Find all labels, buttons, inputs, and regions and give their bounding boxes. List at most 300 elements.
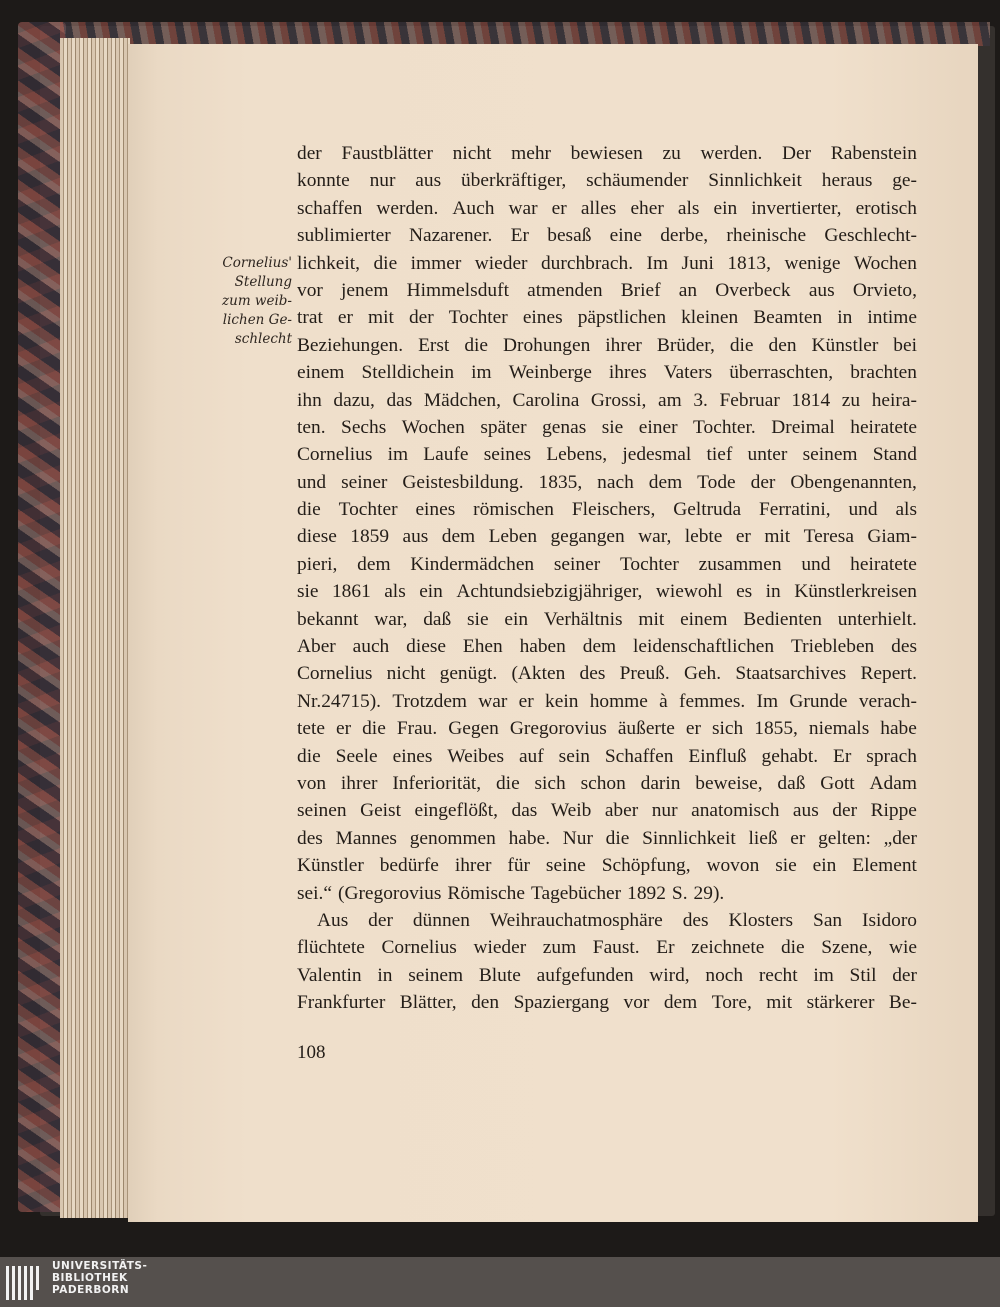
- text-word: auf: [518, 745, 544, 767]
- text-word: der: [832, 800, 858, 822]
- text-word: 3.: [693, 389, 708, 411]
- text-word: Weinberge: [508, 362, 592, 384]
- text-word: trat: [297, 307, 323, 329]
- text-word: tief: [706, 444, 733, 466]
- text-word: seine: [545, 855, 586, 877]
- text-word: Himmelsduft: [406, 279, 509, 301]
- text-word: mehr: [511, 143, 551, 164]
- text-word: invertierter,: [751, 197, 842, 219]
- text-word: Vaters: [663, 362, 713, 384]
- text-word: für: [507, 855, 530, 877]
- text-word: ten.: [297, 416, 326, 438]
- text-line: [297, 880, 917, 907]
- text-word: Er: [833, 745, 852, 767]
- text-word: äußerte: [617, 718, 675, 740]
- text-word: seiner: [553, 553, 601, 575]
- text-word: kein: [545, 690, 579, 712]
- text-word: die: [605, 827, 630, 849]
- text-line: [297, 797, 917, 824]
- text-word: die: [729, 334, 754, 356]
- text-word: wie: [889, 937, 917, 959]
- text-word: schaffen: [297, 197, 363, 219]
- text-word: Mädchen,: [423, 389, 501, 411]
- text-word: er: [337, 307, 353, 329]
- text-word: beweise,: [695, 772, 763, 794]
- text-word: unter: [747, 444, 788, 466]
- text-word: Einfluß: [688, 745, 747, 767]
- text-word: Geh.: [683, 663, 722, 685]
- text-word: derbe,: [660, 225, 709, 247]
- text-word: darin: [640, 772, 681, 794]
- library-logo-text: [52, 1260, 147, 1296]
- text-word: aus: [808, 279, 835, 301]
- text-word: Geltruda: [673, 499, 742, 521]
- text-word: Triebleben: [790, 636, 875, 658]
- text-line: [297, 606, 917, 633]
- text-word: Overbeck: [715, 279, 791, 301]
- text-word: des: [297, 827, 323, 849]
- text-word: 1855,: [754, 718, 798, 740]
- text-word: Tochter: [338, 499, 398, 521]
- text-word: heira-: [871, 389, 917, 411]
- text-word: nicht: [386, 663, 426, 685]
- text-word: einer: [638, 416, 678, 438]
- text-word: Geistesbildung.: [402, 471, 524, 493]
- text-word: werden.: [376, 197, 439, 219]
- text-word: sich: [534, 772, 566, 794]
- text-line: [297, 167, 917, 194]
- text-word: Tagebücher: [530, 882, 622, 904]
- text-word: lichkeit,: [297, 252, 361, 274]
- text-word: flüchtete: [297, 937, 365, 959]
- text-word: Künstlerkreisen: [794, 581, 917, 603]
- text-word: 1814: [791, 389, 831, 411]
- text-word: er: [735, 526, 751, 548]
- text-word: Beamten: [753, 307, 823, 329]
- text-word: seinen: [297, 800, 347, 822]
- text-word: Tochter: [619, 553, 679, 575]
- text-word: der: [297, 143, 322, 164]
- text-word: noch: [705, 964, 744, 986]
- footer-bar: [0, 1257, 1000, 1307]
- text-word: sprach: [866, 745, 917, 767]
- text-word: Klosters: [728, 909, 794, 931]
- text-line: [297, 469, 917, 496]
- text-word: eine: [609, 225, 642, 247]
- text-word: nur: [369, 170, 396, 192]
- marbled-top-edge: [60, 22, 990, 46]
- text-word: Seele: [335, 745, 378, 767]
- text-word: Frankfurter: [297, 992, 386, 1014]
- text-word: ein: [419, 581, 443, 603]
- marginal-note-line: zum weib-: [222, 293, 292, 309]
- text-word: Blute: [478, 964, 521, 986]
- text-word: Rippe: [870, 800, 917, 822]
- text-word: Grossi,: [590, 389, 647, 411]
- text-word: Stil: [849, 964, 877, 986]
- text-word: aufgefunden: [536, 964, 634, 986]
- text-word: dünnen: [412, 909, 470, 931]
- text-word: er: [336, 718, 352, 740]
- text-word: 29).: [693, 882, 725, 904]
- text-word: gehabt.: [761, 745, 819, 767]
- text-word: Nr.24715).: [297, 690, 382, 712]
- text-word: sein: [558, 745, 590, 767]
- text-word: haben: [519, 636, 566, 658]
- text-word: aus: [402, 526, 429, 548]
- marginal-note-line: Stellung: [234, 274, 292, 290]
- text-word: Wochen: [853, 252, 917, 274]
- text-word: Isidoro: [862, 909, 917, 931]
- text-word: kleinen: [681, 307, 739, 329]
- text-line: [297, 660, 917, 687]
- text-word: genügt.: [439, 663, 498, 685]
- text-word: wird,: [649, 964, 690, 986]
- text-word: des: [579, 663, 606, 685]
- text-word: als: [895, 499, 917, 521]
- text-word: dem: [648, 471, 683, 493]
- text-line: [297, 250, 917, 277]
- marbled-spine: [18, 22, 66, 1212]
- text-word: Obengenannten,: [790, 471, 917, 493]
- text-word: am: [658, 389, 682, 411]
- text-word: recht: [758, 964, 798, 986]
- text-word: schon: [580, 772, 626, 794]
- text-word: seinem: [408, 964, 464, 986]
- text-word: des: [891, 636, 917, 658]
- text-word: sich: [712, 718, 744, 740]
- text-word: Bedienten: [743, 608, 822, 630]
- text-word: 1813,: [727, 252, 771, 274]
- text-word: Be-: [888, 992, 917, 1014]
- text-word: Repert.: [860, 663, 917, 685]
- text-word: unterhielt.: [837, 608, 917, 630]
- text-word: ein: [713, 197, 738, 219]
- text-word: 1892: [627, 882, 666, 904]
- text-word: vor: [623, 992, 650, 1014]
- text-word: Römische: [447, 882, 525, 904]
- text-word: sie: [601, 416, 624, 438]
- text-word: ihn: [297, 389, 322, 411]
- text-word: Juni: [681, 252, 714, 274]
- text-word: genommen: [409, 827, 496, 849]
- text-word: diese: [297, 526, 337, 548]
- text-word: jenem: [341, 279, 389, 301]
- text-word: aber: [604, 800, 639, 822]
- text-word: daß: [423, 608, 452, 630]
- text-word: niemals: [808, 718, 870, 740]
- text-word: Trotzdem: [392, 690, 468, 712]
- text-line: [297, 770, 917, 797]
- text-word: Schaffen: [604, 745, 674, 767]
- text-word: Künstler: [811, 334, 879, 356]
- text-word: Carolina: [512, 389, 580, 411]
- text-word: diese: [406, 636, 446, 658]
- text-word: eines: [522, 307, 563, 329]
- text-word: er: [518, 690, 534, 712]
- text-word: besaß: [547, 225, 592, 247]
- text-word: Schöpfung,: [601, 855, 691, 877]
- text-word: eines: [415, 499, 456, 521]
- text-word: mit: [638, 608, 665, 630]
- library-logo-line: PADERBORN: [52, 1284, 130, 1296]
- text-line: [297, 551, 917, 578]
- text-word: werden.: [700, 143, 763, 164]
- text-word: ge-: [892, 170, 917, 192]
- text-word: seinem: [802, 444, 858, 466]
- text-word: in: [837, 307, 853, 329]
- text-word: Tochter: [448, 307, 508, 329]
- text-word: zusammen: [698, 553, 782, 575]
- text-word: pieri,: [297, 553, 338, 575]
- text-word: und: [848, 499, 878, 521]
- text-word: rheinische: [726, 225, 807, 247]
- text-line: [297, 633, 917, 660]
- text-word: Tore,: [711, 992, 752, 1014]
- text-word: (Gregorovius: [338, 882, 442, 904]
- text-word: das: [511, 800, 538, 822]
- text-word: war: [508, 197, 538, 219]
- text-word: Fleischers,: [571, 499, 656, 521]
- text-word: eines: [392, 745, 433, 767]
- text-word: der: [750, 471, 776, 493]
- text-word: eingeflößt,: [414, 800, 498, 822]
- text-word: sie: [297, 581, 319, 603]
- text-word: schäumender: [586, 170, 689, 192]
- text-word: der: [408, 307, 434, 329]
- text-word: Cornelius: [297, 663, 373, 685]
- text-line: [297, 359, 917, 386]
- text-word: des: [682, 909, 709, 931]
- text-word: es: [736, 581, 753, 603]
- text-word: Gegen: [448, 718, 499, 740]
- text-line: [297, 962, 917, 989]
- text-word: seiner: [341, 471, 388, 493]
- text-word: Blätter,: [399, 992, 457, 1014]
- text-word: heraus: [821, 170, 873, 192]
- library-logo-line: BIBLIOTHEK: [52, 1272, 128, 1284]
- text-word: er: [790, 827, 806, 849]
- text-word: seines: [483, 444, 532, 466]
- text-line: [297, 688, 917, 715]
- text-word: einem: [297, 362, 345, 384]
- text-word: konnte: [297, 170, 350, 192]
- ub-paderborn-logo-icon: [4, 1262, 44, 1304]
- text-word: Lebens,: [546, 444, 608, 466]
- marginal-note-line: Cornelius': [222, 255, 292, 271]
- text-word: Cornelius: [297, 444, 373, 466]
- text-word: die: [780, 937, 805, 959]
- text-word: atmenden: [527, 279, 603, 301]
- text-word: Spaziergang: [513, 992, 610, 1014]
- text-word: ein: [504, 608, 529, 630]
- text-word: römischen: [473, 499, 554, 521]
- text-word: Künstler: [297, 855, 364, 877]
- text-word: dem: [582, 636, 617, 658]
- text-word: Laufe: [423, 444, 469, 466]
- text-word: Staatsarchives: [735, 663, 847, 685]
- library-logo-line: UNIVERSITÄTS-: [52, 1260, 148, 1272]
- text-line: [297, 387, 917, 414]
- text-word: bekannt: [297, 608, 359, 630]
- text-word: Brüder,: [656, 334, 715, 356]
- text-word: der: [368, 909, 393, 931]
- text-word: überraschten,: [729, 362, 834, 384]
- text-word: à: [659, 690, 668, 712]
- text-word: homme: [589, 690, 648, 712]
- text-word: Grunde: [789, 690, 848, 712]
- text-line: [297, 825, 917, 852]
- text-word: den: [471, 992, 500, 1014]
- text-word: in: [765, 581, 781, 603]
- text-line: [297, 496, 917, 523]
- text-word: Er: [656, 937, 675, 959]
- text-word: Giam-: [867, 526, 917, 548]
- body-text: [297, 140, 917, 1017]
- text-word: dem: [663, 992, 698, 1014]
- text-word: daß: [777, 772, 806, 794]
- text-word: Im: [646, 252, 669, 274]
- text-word: Tode: [697, 471, 736, 493]
- text-word: ihrer: [340, 772, 378, 794]
- text-word: Rabenstein: [830, 143, 917, 164]
- text-word: Geist: [360, 800, 401, 822]
- text-word: Der: [782, 143, 812, 164]
- text-word: Valentin: [297, 964, 362, 986]
- text-word: wieder: [473, 937, 527, 959]
- text-word: Stelldichein: [361, 362, 455, 384]
- text-word: Verhältnis: [543, 608, 623, 630]
- text-word: femmes.: [679, 690, 746, 712]
- text-line: [297, 715, 917, 742]
- text-word: Er: [510, 225, 529, 247]
- text-word: war,: [374, 608, 408, 630]
- text-line: [297, 989, 917, 1016]
- text-word: brachten: [850, 362, 917, 384]
- text-word: die: [362, 718, 386, 740]
- text-word: Kindermädchen: [410, 553, 535, 575]
- text-word: Faust.: [592, 937, 640, 959]
- text-word: Mannes: [335, 827, 397, 849]
- page-number: 108: [297, 1042, 326, 1063]
- text-word: den: [768, 334, 797, 356]
- text-word: gegangen: [550, 526, 625, 548]
- text-word: heiratete: [850, 416, 917, 438]
- text-word: Weihrauchatmosphäre: [489, 909, 663, 931]
- marginal-note: [200, 254, 292, 349]
- text-line: [297, 414, 917, 441]
- text-word: lebte: [684, 526, 723, 548]
- text-word: mit: [766, 992, 793, 1014]
- text-word: Leben: [488, 526, 538, 548]
- text-word: Faustblätter: [341, 143, 433, 164]
- text-word: war,: [638, 526, 672, 548]
- text-word: Adam: [869, 772, 917, 794]
- text-word: leidenschaftlichen: [633, 636, 775, 658]
- text-word: ihres: [608, 362, 647, 384]
- text-word: als: [384, 581, 406, 603]
- text-word: immer: [410, 252, 462, 274]
- text-word: gelten:: [818, 827, 871, 849]
- text-word: erotisch: [855, 197, 917, 219]
- text-word: Weibes: [447, 745, 504, 767]
- text-word: sei.“: [297, 882, 332, 904]
- text-word: mit: [764, 526, 791, 548]
- text-word: Sinnlichkeit: [642, 827, 736, 849]
- text-word: er: [551, 197, 567, 219]
- text-line: [297, 578, 917, 605]
- text-line: [297, 523, 917, 550]
- text-word: stärkerer: [806, 992, 875, 1014]
- text-word: dazu,: [333, 389, 375, 411]
- text-word: habe.: [508, 827, 551, 849]
- text-line: [297, 441, 917, 468]
- text-word: Aus: [317, 909, 349, 931]
- text-line: [297, 195, 917, 222]
- text-word: Wochen: [401, 416, 465, 438]
- text-word: die: [495, 772, 520, 794]
- text-line: [297, 277, 917, 304]
- text-word: und: [297, 471, 327, 493]
- text-word: Inferiorität,: [392, 772, 482, 794]
- text-word: Sechs: [341, 416, 387, 438]
- text-word: zu: [841, 389, 861, 411]
- text-word: Szene,: [821, 937, 873, 959]
- text-word: die: [464, 334, 489, 356]
- text-word: überkräftiger,: [460, 170, 567, 192]
- text-word: 1861: [331, 581, 371, 603]
- text-line: [297, 743, 917, 770]
- text-word: als: [677, 197, 700, 219]
- text-line: [297, 934, 917, 961]
- text-word: vor: [297, 279, 323, 301]
- text-word: nicht: [452, 143, 492, 164]
- text-word: sie: [467, 608, 489, 630]
- text-word: ihrer: [605, 334, 642, 356]
- text-word: Ehen: [462, 636, 503, 658]
- text-word: S.: [671, 882, 688, 904]
- text-word: Gott: [820, 772, 855, 794]
- text-word: Brief: [620, 279, 661, 301]
- text-word: die: [297, 745, 321, 767]
- text-word: päpstlichen: [577, 307, 667, 329]
- text-word: Drohungen: [503, 334, 591, 356]
- text-word: ihrer: [454, 855, 492, 877]
- text-word: dem: [357, 553, 391, 575]
- text-word: im: [813, 964, 834, 986]
- text-word: Preuß.: [619, 663, 670, 685]
- text-word: in: [377, 964, 393, 986]
- text-word: San: [813, 909, 843, 931]
- text-word: Frau.: [396, 718, 438, 740]
- text-word: Orvieto,: [852, 279, 917, 301]
- text-word: dem: [441, 526, 476, 548]
- text-word: Element: [852, 855, 917, 877]
- text-word: sie: [775, 855, 797, 877]
- page-edges: [60, 38, 130, 1218]
- text-word: bedürfe: [379, 855, 439, 877]
- text-word: bei: [893, 334, 917, 356]
- text-word: tete: [297, 718, 325, 740]
- text-word: die: [373, 252, 398, 274]
- text-word: Stand: [872, 444, 917, 466]
- text-word: Beziehungen.: [297, 334, 404, 356]
- text-word: Gregorovius: [509, 718, 607, 740]
- text-word: die: [297, 499, 321, 521]
- text-word: Auch: [452, 197, 495, 219]
- text-word: zum: [542, 937, 577, 959]
- text-word: nur: [651, 800, 678, 822]
